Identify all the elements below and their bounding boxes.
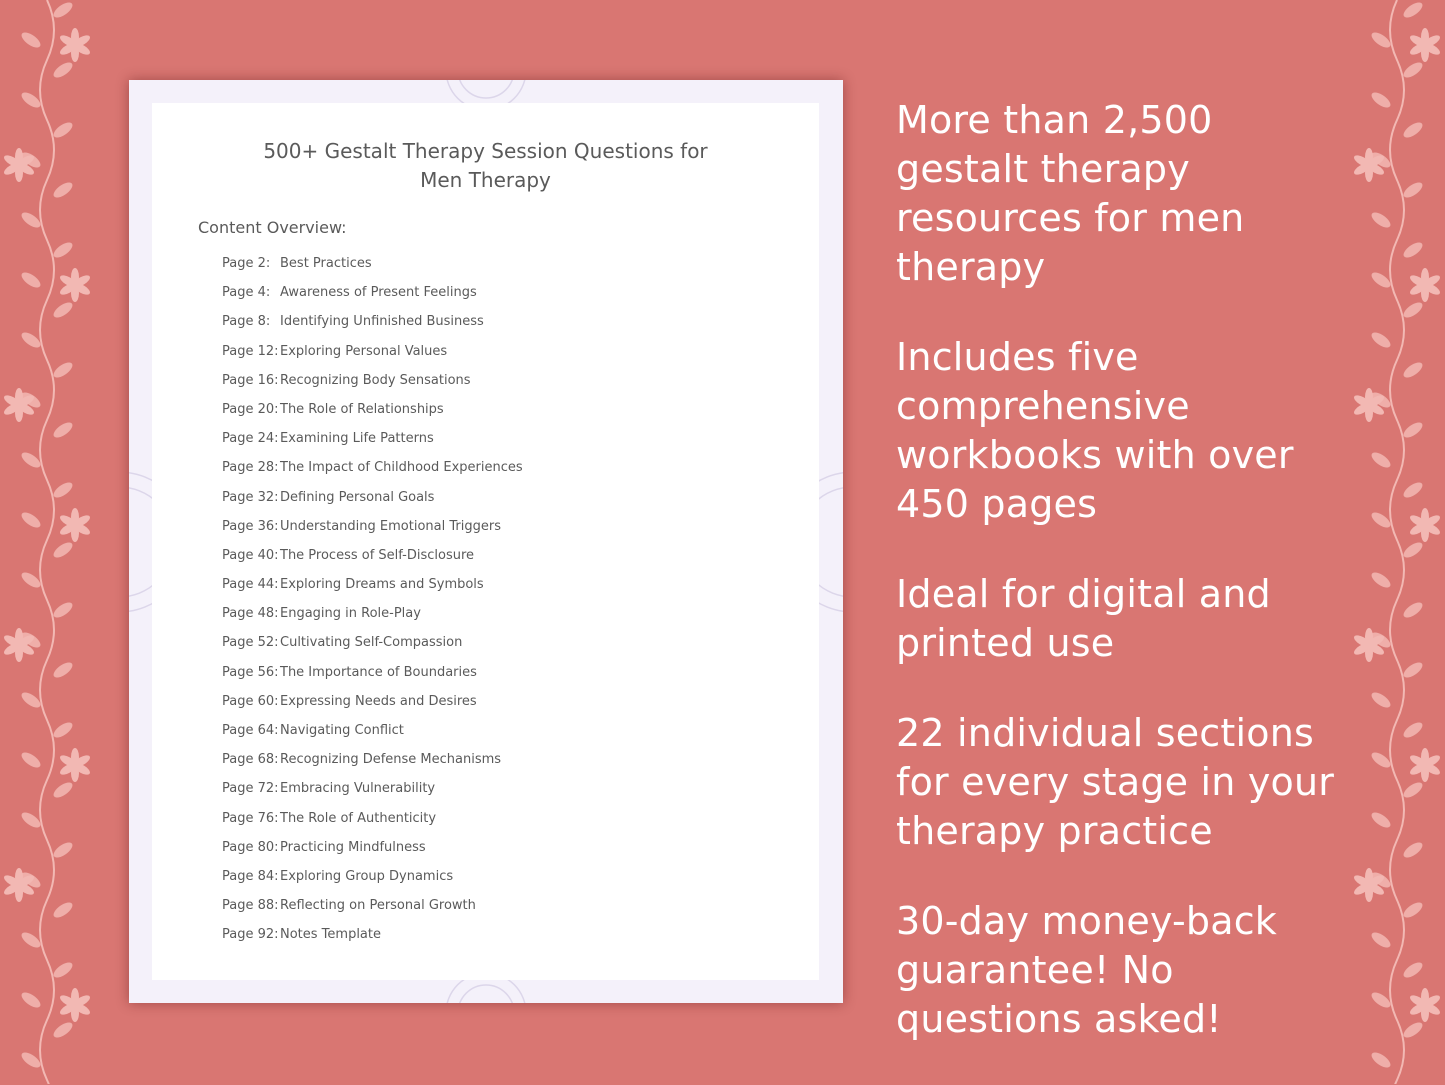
toc-item: [222, 490, 523, 519]
toc-page-number: Page 48:: [222, 606, 279, 622]
toc-item: [222, 811, 523, 840]
toc-section-title: Exploring Personal Values: [280, 343, 448, 359]
toc-page-number: Page 24:: [222, 431, 279, 447]
toc-page-number: Page 80:: [222, 839, 279, 855]
toc-section-title: Practicing Mindfulness: [280, 839, 426, 855]
toc-item: [222, 431, 523, 460]
toc-page-number: Page 68:: [222, 752, 279, 768]
toc-item: [222, 519, 523, 548]
toc-section-title: Exploring Group Dynamics: [280, 868, 454, 884]
document-page: [152, 103, 819, 980]
feature-list: [896, 96, 1351, 1085]
floral-vine-right: [1350, 0, 1445, 1084]
toc-item: [222, 781, 523, 810]
toc-item: [222, 723, 523, 752]
floral-vine-left: [0, 0, 95, 1084]
toc-item: [222, 898, 523, 927]
toc-page-number: Page 60:: [222, 693, 279, 709]
table-of-contents: [222, 256, 523, 957]
toc-section-title: The Impact of Childhood Experiences: [280, 460, 523, 476]
toc-item: [222, 840, 523, 869]
document-preview: [129, 80, 843, 1003]
toc-item: [222, 373, 523, 402]
toc-item: [222, 694, 523, 723]
toc-section-title: Engaging in Role-Play: [280, 606, 421, 622]
toc-page-number: Page 40:: [222, 547, 279, 563]
toc-item: [222, 314, 523, 343]
toc-section-title: Expressing Needs and Desires: [280, 693, 477, 709]
toc-page-number: Page 64:: [222, 723, 279, 738]
toc-page-number: Page 4:: [222, 285, 271, 301]
toc-item: [222, 635, 523, 664]
feature-text: 30-day money-back guarantee! No questions asked!: [896, 899, 1278, 1041]
toc-section-title: Recognizing Body Sensations: [280, 372, 471, 388]
toc-item: [222, 548, 523, 577]
toc-item: [222, 256, 523, 285]
feature-text: More than 2,500 gestalt therapy resources for men therapy: [896, 98, 1245, 289]
toc-section-title: Understanding Emotional Triggers: [280, 518, 501, 534]
toc-section-title: The Role of Relationships: [280, 401, 444, 417]
toc-section-title: Best Practices: [280, 256, 372, 271]
toc-item: [222, 577, 523, 606]
toc-page-number: Page 88:: [222, 898, 279, 914]
toc-page-number: Page 28:: [222, 460, 279, 476]
toc-item: [222, 344, 523, 373]
toc-page-number: Page 12:: [222, 343, 279, 359]
toc-section-title: Embracing Vulnerability: [280, 781, 436, 797]
toc-item: [222, 460, 523, 489]
document-title: [152, 137, 819, 195]
toc-item: [222, 402, 523, 431]
floral-border-left: [0, 0, 95, 1084]
toc-section-title: The Process of Self-Disclosure: [280, 547, 475, 563]
toc-section-title: Notes Template: [280, 927, 381, 943]
toc-section-title: Identifying Unfinished Business: [280, 314, 484, 330]
toc-item: [222, 285, 523, 314]
document-title-line-1: 500+ Gestalt Therapy Session Questions for: [263, 139, 708, 163]
toc-section-title: Cultivating Self-Compassion: [280, 635, 463, 651]
toc-section-title: Examining Life Patterns: [280, 431, 434, 447]
toc-page-number: Page 8:: [222, 314, 271, 330]
toc-section-title: Reflecting on Personal Growth: [280, 898, 476, 914]
toc-page-number: Page 52:: [222, 635, 279, 651]
toc-page-number: Page 92:: [222, 927, 279, 943]
toc-section-title: Awareness of Present Feelings: [280, 285, 477, 301]
toc-page-number: Page 44:: [222, 577, 279, 593]
toc-page-number: Page 20:: [222, 401, 279, 417]
floral-border-right: [1350, 0, 1445, 1084]
toc-section-title: Recognizing Defense Mechanisms: [280, 752, 502, 768]
toc-page-number: Page 84:: [222, 868, 279, 884]
toc-item: [222, 927, 523, 956]
feature-text: Ideal for digital and printed use: [896, 572, 1271, 665]
content-overview-heading: Content Overview:: [198, 218, 347, 237]
toc-page-number: Page 32:: [222, 489, 279, 505]
feature-text: Includes five comprehensive workbooks with over 450 pages: [896, 335, 1294, 526]
toc-item: [222, 869, 523, 898]
toc-page-number: Page 72:: [222, 781, 279, 797]
toc-section-title: Defining Personal Goals: [280, 489, 435, 505]
toc-item: [222, 665, 523, 694]
toc-page-number: Page 76:: [222, 810, 279, 826]
feature-text: 22 individual sections for every stage in your therapy practice: [896, 711, 1335, 853]
toc-page-number: Page 36:: [222, 518, 279, 534]
toc-item: [222, 606, 523, 635]
toc-item: [222, 752, 523, 781]
toc-page-number: Page 16:: [222, 372, 279, 388]
document-title-line-2: Men Therapy: [420, 168, 551, 192]
toc-section-title: The Importance of Boundaries: [280, 664, 477, 680]
toc-section-title: Navigating Conflict: [280, 723, 404, 738]
toc-page-number: Page 2:: [222, 256, 271, 271]
toc-section-title: Exploring Dreams and Symbols: [280, 577, 484, 593]
toc-section-title: The Role of Authenticity: [280, 810, 437, 826]
toc-page-number: Page 56:: [222, 664, 279, 680]
